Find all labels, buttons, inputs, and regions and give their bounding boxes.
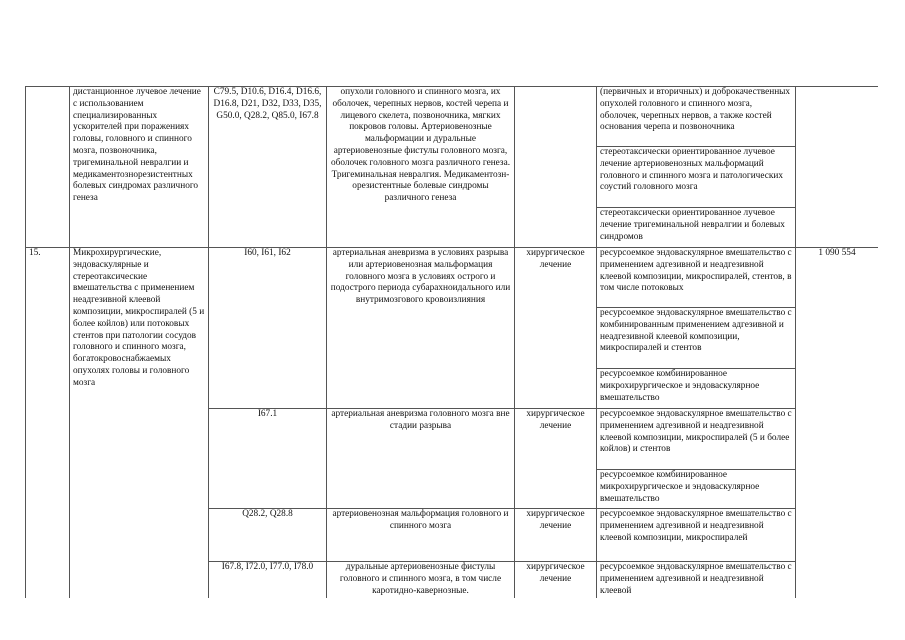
table-body bbox=[26, 87, 879, 599]
method-item: ресурсоемкое эндоваскулярное вмешательство с применением адгезивной и неадгезивной клеевой композиции, микроспиралей (5 и более койлов) и стентов bbox=[597, 409, 795, 470]
patient-model: артериальная аневризма в условиях разрыва или артериовенозная мальформация головного мозга в условиях острого и подострого периода субарахноидального или внутримозгового кровоизлияния bbox=[327, 248, 515, 409]
treatment-kind bbox=[515, 87, 597, 248]
icd-codes: Q28.2, Q28.8 bbox=[209, 509, 327, 562]
icd-codes: I60, I61, I62 bbox=[209, 248, 327, 409]
table-row bbox=[26, 248, 879, 409]
care-types-table bbox=[25, 86, 878, 598]
icd-codes: I67.8, I72.0, I77.0, I78.0 bbox=[209, 562, 327, 599]
treatment-methods bbox=[597, 562, 796, 599]
treatment-kind: хирургическое лечение bbox=[515, 562, 597, 599]
table-row bbox=[26, 87, 879, 248]
care-type-name: Микрохирургические, эндоваскулярные и стереотаксические вмешательства с применением неадгезивной клеевой композиции, микроспиралей (5 и более койлов) или потоковых стентов при патологии сосудов головного и спинного мозга, богатокровоснабжаемых опухолях головы и головного мозга bbox=[70, 248, 209, 599]
row-number: 15. bbox=[26, 248, 70, 599]
care-type-name: дистанционное лучевое лечение с использованием специализированных ускорителей при поражениях головы, головного и спинного мозга, позвоночника, тригеминальной невралгии и медикаментознорезистентных болевых синдромах различного генеза bbox=[70, 87, 209, 248]
method-item: стереотаксически ориентированное лучевое лечение артериовенозных мальформаций головного и спинного мозга и патологических соустий головного мозга bbox=[597, 147, 795, 208]
treatment-kind: хирургическое лечение bbox=[515, 509, 597, 562]
row-number bbox=[26, 87, 70, 248]
treatment-kind: хирургическое лечение bbox=[515, 248, 597, 409]
patient-model: дуральные артериовенозные фистулы головного и спинного мозга, в том числе каротидно-кавернозные. bbox=[327, 562, 515, 599]
treatment-methods bbox=[597, 87, 796, 248]
icd-codes: C79.5, D10.6, D16.4, D16.6, D16.8, D21, D32, D33, D35, G50.0, Q28.2, Q85.0, I67.8 bbox=[209, 87, 327, 248]
treatment-methods bbox=[597, 409, 796, 509]
cost-value: 1 090 554 bbox=[796, 248, 879, 599]
method-item: стереотаксически ориентированное лучевое лечение тригеминальной невралгии и болевых синдромов bbox=[600, 208, 785, 242]
method-item: ресурсоемкое комбинированное микрохирургическое и эндоваскулярное вмешательство bbox=[600, 369, 760, 403]
patient-model: артериовенозная мальформация головного и спинного мозга bbox=[327, 509, 515, 562]
method-item: ресурсоемкое эндоваскулярное вмешательство с применением адгезивной и неадгезивной клеевой композиции, микроспиралей, стентов, в том числе потоковых bbox=[597, 248, 795, 308]
icd-codes: I67.1 bbox=[209, 409, 327, 509]
patient-model: артериальная аневризма головного мозга вне стадии разрыва bbox=[327, 409, 515, 509]
method-item: ресурсоемкое комбинированное микрохирургическое и эндоваскулярное вмешательство bbox=[600, 470, 760, 504]
document-page bbox=[25, 86, 878, 598]
cost-value bbox=[796, 87, 879, 248]
method-item: ресурсоемкое эндоваскулярное вмешательство с комбинированным применением адгезивной и неадгезивной клеевой композиции, микроспиралей и стентов bbox=[597, 308, 795, 369]
method-item: ресурсоемкое эндоваскулярное вмешательство с применением адгезивной и неадгезивной клеевой bbox=[600, 562, 792, 596]
treatment-methods bbox=[597, 248, 796, 409]
treatment-kind: хирургическое лечение bbox=[515, 409, 597, 509]
patient-model: опухоли головного и спинного мозга, их оболочек, черепных нервов, костей черепа и лицевого скелета, позвоночника, мягких покровов головы. Артериовенозные мальформации и дуральные артериовенозные фистулы головного мозга, оболочек головного мозга различного генеза. Тригеминальная невралгия. Медикаментознорезистентные болевые синдромы различного генеза bbox=[327, 87, 515, 248]
treatment-methods bbox=[597, 509, 796, 562]
method-item: ресурсоемкое эндоваскулярное вмешательство с применением адгезивной и неадгезивной клеевой композиции, микроспиралей bbox=[600, 509, 792, 543]
method-item: (первичных и вторичных) и доброкачественных опухолей головного и спинного мозга, оболочек, черепных нервов, а также костей основания черепа и позвоночника bbox=[597, 87, 795, 147]
